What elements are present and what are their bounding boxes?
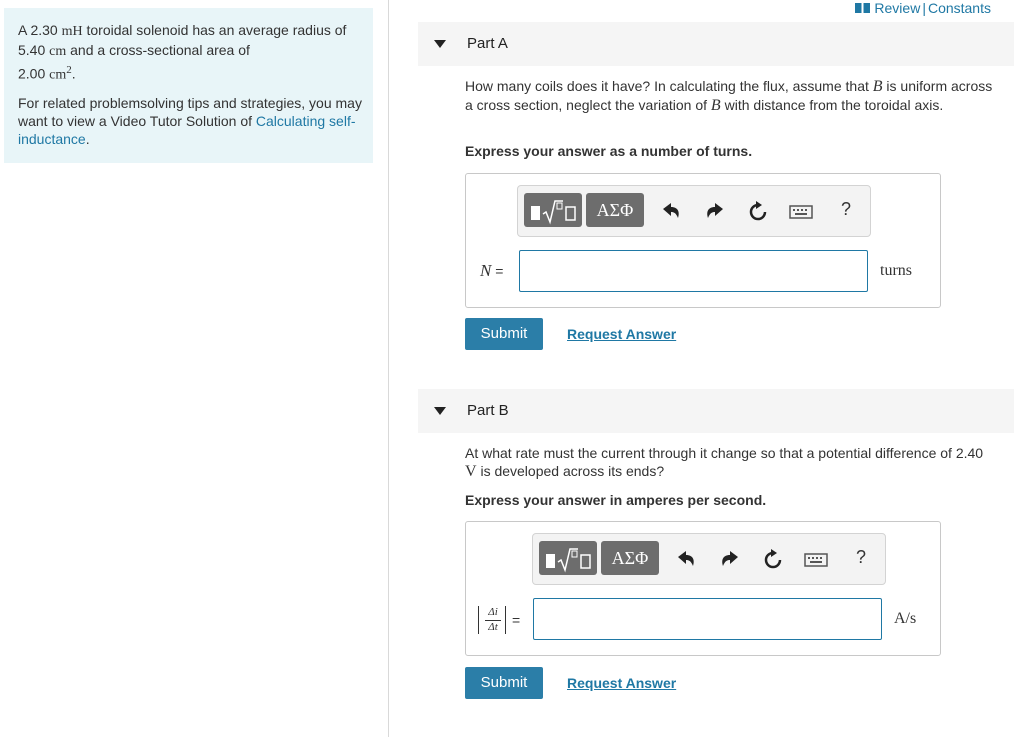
part-b-title: Part B xyxy=(467,402,509,419)
templates-icon xyxy=(524,193,582,227)
top-links xyxy=(855,0,991,16)
reset-icon[interactable] xyxy=(747,201,769,221)
part-b-header[interactable] xyxy=(418,389,1014,433)
redo-icon[interactable] xyxy=(719,549,741,569)
video-tutor-link[interactable]: Calculating self-inductance xyxy=(18,113,356,147)
problem-text: A 2.30 mH toroidal solenoid has an average radius of 5.40 cm and a cross-sectional area of 2.00 $cm^2$. xyxy=(18,22,347,83)
part-a-submit-button[interactable]: Submit xyxy=(465,318,543,350)
part-b-request-answer-link[interactable]: Request Answer xyxy=(567,675,677,691)
collapse-triangle-icon xyxy=(434,40,446,48)
rate-answer-input[interactable] xyxy=(533,598,882,640)
redo-icon[interactable] xyxy=(704,201,726,221)
rate-variable-label: Δi Δt = xyxy=(478,606,524,638)
reset-icon[interactable] xyxy=(762,549,784,569)
math-toolbar xyxy=(517,185,871,237)
undo-icon[interactable] xyxy=(660,201,682,221)
templates-icon xyxy=(539,541,597,575)
part-a-question: How many coils does it have? In calculating the flux, assume that B is uniform across a cross section, neglect the variation of B with distance from the toroidal axis. xyxy=(465,78,993,114)
part-a-instruction: Express your answer as a number of turns. xyxy=(465,143,753,159)
turns-unit: turns xyxy=(880,262,912,279)
math-toolbar xyxy=(532,533,886,585)
part-b-instruction: Express your answer in amperes per second. xyxy=(465,492,767,508)
constants-link[interactable]: Constants xyxy=(927,0,991,16)
templates-button[interactable] xyxy=(539,541,597,575)
part-a-header[interactable] xyxy=(418,22,1014,66)
part-b-answer-box xyxy=(465,521,941,656)
review-link[interactable]: Review xyxy=(874,0,921,16)
problem-statement xyxy=(4,8,373,163)
keyboard-icon[interactable] xyxy=(789,201,813,221)
keyboard-icon[interactable] xyxy=(804,549,828,569)
link-separator: | xyxy=(922,0,926,16)
greek-symbols-button[interactable]: ΑΣΦ xyxy=(601,541,659,575)
undo-icon[interactable] xyxy=(675,549,697,569)
n-answer-input[interactable] xyxy=(519,250,868,292)
help-button[interactable]: ? xyxy=(856,547,867,567)
column-divider xyxy=(388,0,389,737)
templates-button[interactable] xyxy=(524,193,582,227)
tutor-hint: For related problemsolving tips and strategies, you may want to view a Video Tutor Solution of Calculating self-inductance. xyxy=(18,95,362,147)
help-button[interactable]: ? xyxy=(841,199,852,219)
part-a-title: Part A xyxy=(467,35,508,52)
part-b-submit-button[interactable]: Submit xyxy=(465,667,543,699)
book-icon xyxy=(855,3,870,13)
part-a-answer-box xyxy=(465,173,941,308)
amperes-per-second-unit: A/s xyxy=(894,610,917,627)
part-a-request-answer-link[interactable]: Request Answer xyxy=(567,326,677,342)
part-b-question: At what rate must the current through it change so that a potential difference of 2.40 V is developed across its ends? xyxy=(465,445,984,480)
greek-symbols-button[interactable]: ΑΣΦ xyxy=(586,193,644,227)
n-variable-label: N = xyxy=(480,261,504,280)
collapse-triangle-icon xyxy=(434,407,446,415)
